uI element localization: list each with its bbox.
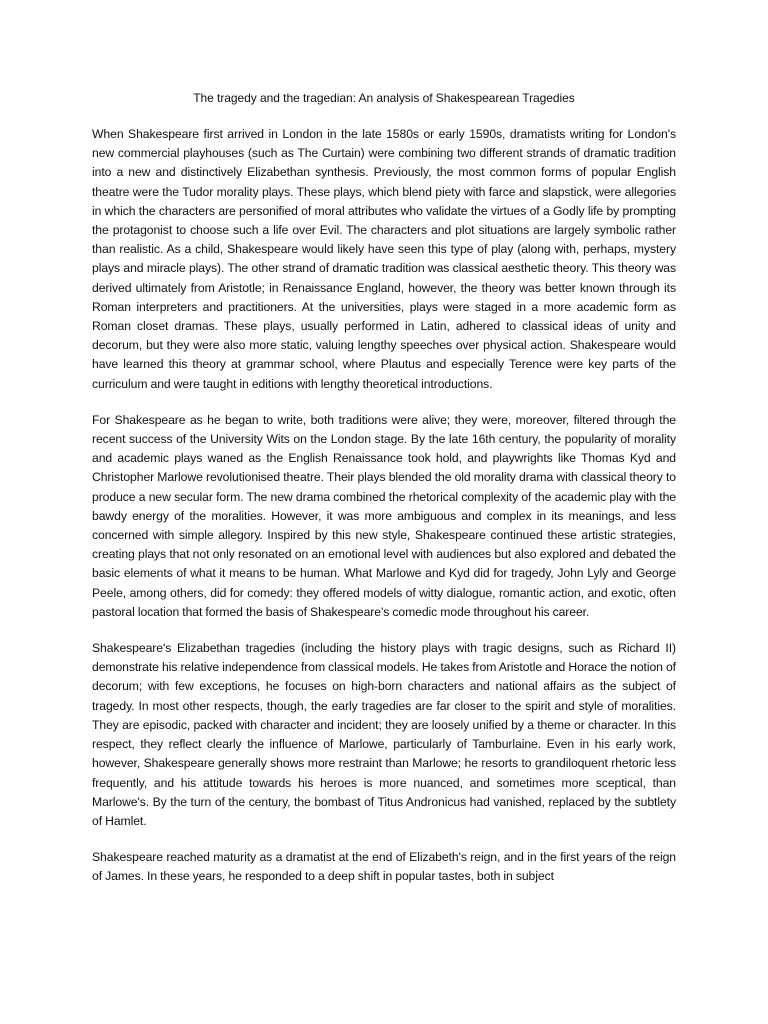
paragraph-4: Shakespeare reached maturity as a dramatist at the end of Elizabeth's reign, and in the first years of the reign of James. In these years, he responded to a deep shift in popular tastes, both in subject <box>92 850 676 884</box>
paragraph-1: When Shakespeare first arrived in London in the late 1580s or early 1590s, dramatists writing for London's new commercial playhouses (such as The Curtain) were combining two different strands of dramatic tradition into a new and distinctively Elizabethan synthesis. Previously, the most common forms of popular English theatre were the Tudor morality plays. These plays, which blend piety with farce and slapstick, were allegories in which the characters are personified of moral attributes who validate the virtues of a Godly life by prompting the protagonist to choose such a life over Evil. The characters and plot situations are largely symbolic rather than realistic. As a child, Shakespeare would likely have seen this type of play (along with, perhaps, mystery plays and miracle plays). The other strand of dramatic tradition was classical aesthetic theory. This theory was derived ultimately from Aristotle; in Renaissance England, however, the theory was better known through its Roman interpreters and practitioners. At the universities, plays were staged in a more academic form as Roman closet dramas. These plays, usually performed in Latin, adhered to classical ideas of unity and decorum, but they were also more static, valuing lengthy speeches over physical action. Shakespeare would have learned this theory at grammar school, where Plautus and especially Terence were key parts of the curriculum and were taught in editions with lengthy theoretical introductions. <box>92 127 676 391</box>
document-body <box>92 125 676 887</box>
paragraph-3: Shakespeare's Elizabethan tragedies (including the history plays with tragic designs, such as Richard II) demonstrate his relative independence from classical models. He takes from Aristotle and Horace the notion of decorum; with few exceptions, he focuses on high-born characters and national affairs as the subject of tragedy. In most other respects, though, the early tragedies are far closer to the spirit and style of moralities. They are episodic, packed with character and incident; they are loosely unified by a theme or character. In this respect, they reflect clearly the influence of Marlowe, particularly of Tamburlaine. Even in his early work, however, Shakespeare generally shows more restraint than Marlowe; he resorts to grandiloquent rhetoric less frequently, and his attitude towards his heroes is more nuanced, and sometimes more sceptical, than Marlowe's. By the turn of the century, the bombast of Titus Andronicus had vanished, replaced by the subtlety of Hamlet. <box>92 641 676 828</box>
document-title: The tragedy and the tragedian: An analysis of Shakespearean Tragedies <box>193 91 575 105</box>
paragraph-2: For Shakespeare as he began to write, both traditions were alive; they were, moreover, filtered through the recent success of the University Wits on the London stage. By the late 16th century, the popularity of morality and academic plays waned as the English Renaissance took hold, and playwrights like Thomas Kyd and Christopher Marlowe revolutionised theatre. Their plays blended the old morality drama with classical theory to produce a new secular form. The new drama combined the rhetorical complexity of the academic play with the bawdy energy of the moralities. However, it was more ambiguous and complex in its meanings, and less concerned with simple allegory. Inspired by this new style, Shakespeare continued these artistic strategies, creating plays that not only resonated on an emotional level with audiences but also explored and debated the basic elements of what it means to be human. What Marlowe and Kyd did for tragedy, John Lyly and George Peele, among others, did for comedy: they offered models of witty dialogue, romantic action, and exotic, often pastoral location that formed the basis of Shakespeare's comedic mode throughout his career. <box>92 412 676 619</box>
